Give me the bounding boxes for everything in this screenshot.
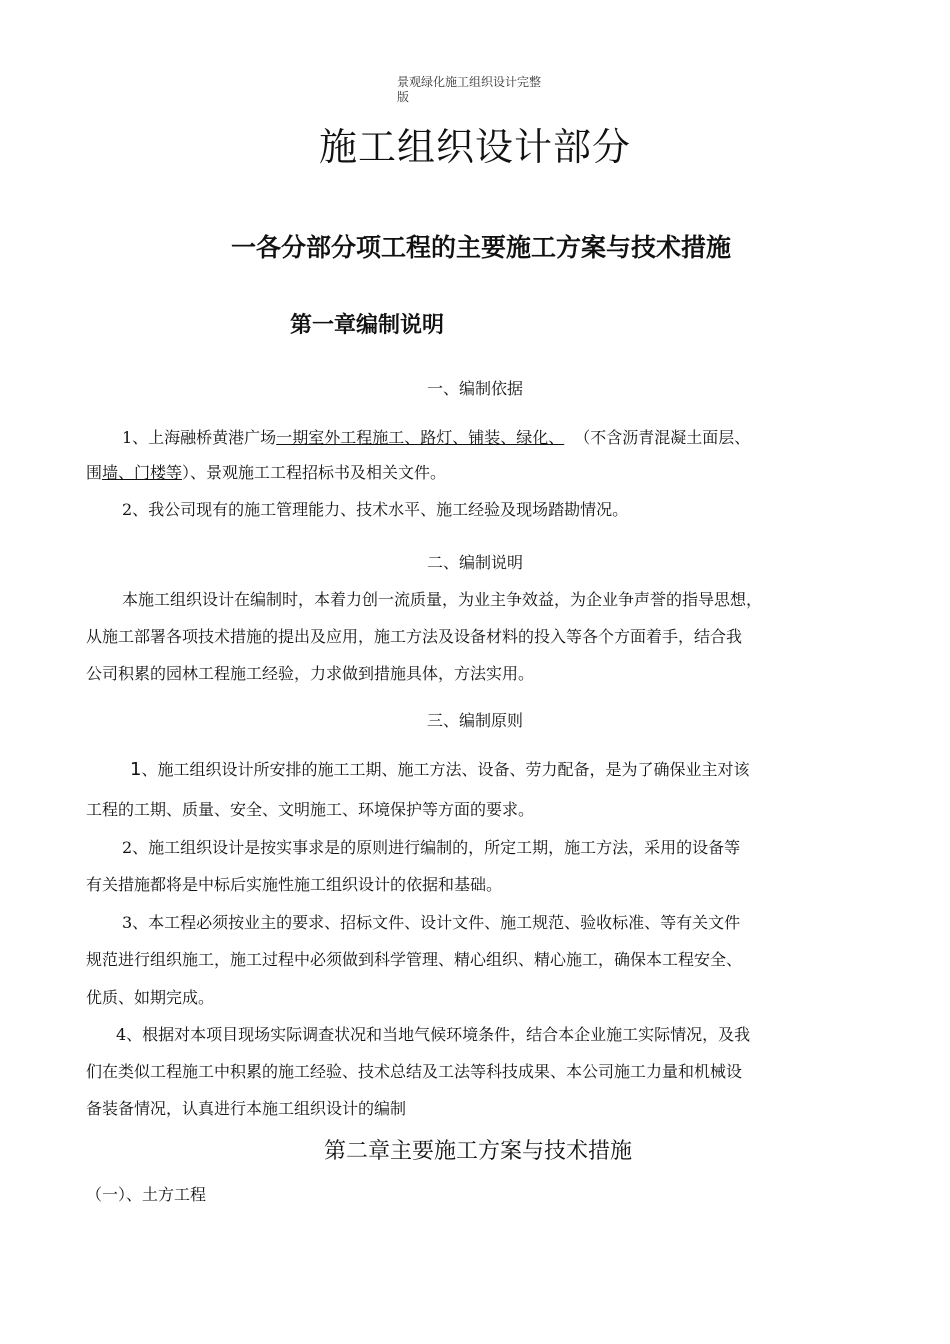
principle-1-number: 1 [130,759,142,780]
underlined-text: 一期室外工程施工、路灯、铺装、绿化、 [276,428,565,447]
text: 、施工组织设计所安排的施工工期、施工方法、设备、劳力配备，是为了确保业主对该 [141,760,750,779]
text: 围 [86,463,103,482]
principle-3-line2: 规范进行组织施工，施工过程中必须做到科学管理、精心组织、精心施工，确保本工程安全、 [86,950,743,969]
subsection-earthwork: （一）、土方工程 [86,1185,207,1204]
principle-4-line2: 们在类似工程施工中积累的施工经验、技术总结及工法等科技成果、本公司施工力量和机械设 [86,1062,743,1081]
principle-4-line1: 4、根据对本项目现场实际调查状况和当地气候环境条件，结合本企业施工实际情况，及我 [116,1025,751,1044]
principle-3-line1: 3、本工程必须按业主的要求、招标文件、设计文件、施工规范、验收标准、等有关文件 [122,913,741,932]
chapter-2-heading: 第二章主要施工方案与技术措施 [323,1139,632,1164]
underlined-text: 墙、门楼等 [102,463,183,482]
section-3-heading: 三、编制原则 [426,711,523,730]
running-header-line1: 景观绿化施工组织设计完整 [397,75,542,89]
principle-4-line3: 备装备情况，认真进行本施工组织设计的编制 [86,1099,407,1118]
paragraph-basis-1-line1 [122,425,750,448]
section-1-heading: 一、编制依据 [426,379,523,398]
section-title: 一各分部分项工程的主要施工方案与技术措施 [230,233,731,262]
principle-2-line2: 有关措施都将是中标后实施性施工组织设计的依据和基础。 [86,875,503,894]
section-2-heading: 二、编制说明 [426,553,523,572]
principle-1-line2: 工程的工期、质量、安全、文明施工、环境保护等方面的要求。 [86,800,535,819]
running-header [397,75,541,105]
principle-3-line3: 优质、如期完成。 [86,988,215,1007]
chapter-1-heading: 第一章编制说明 [290,313,445,338]
document-title: 施工组织设计部分 [318,125,631,169]
text: ）、景观施工工程招标书及相关文件。 [182,463,447,482]
principle-2-line1: 2、施工组织设计是按实事求是的原则进行编制的，所定工期，施工方法，采用的设备等 [122,838,741,857]
text: （不含沥青混凝土面层、 [574,428,751,447]
principle-1-line1 [130,757,749,780]
paragraph-desc-line2: 从施工部署各项技术措施的提出及应用，施工方法及设备材料的投入等各个方面着手，结合我 [86,627,743,646]
paragraph-basis-1-line2 [86,460,446,483]
paragraph-desc-line1: 本施工组织设计在编制时，本着力创一流质量，为业主争效益，为企业争声誉的指导思想， [122,590,763,609]
text: 1、上海融桥黄港广场 [122,428,277,447]
running-header-line2: 版 [397,90,410,104]
paragraph-basis-2: 2、我公司现有的施工管理能力、技术水平、施工经验及现场踏勘情况。 [122,500,629,519]
paragraph-desc-line3: 公司积累的园林工程施工经验，力求做到措施具体，方法实用。 [86,664,535,683]
